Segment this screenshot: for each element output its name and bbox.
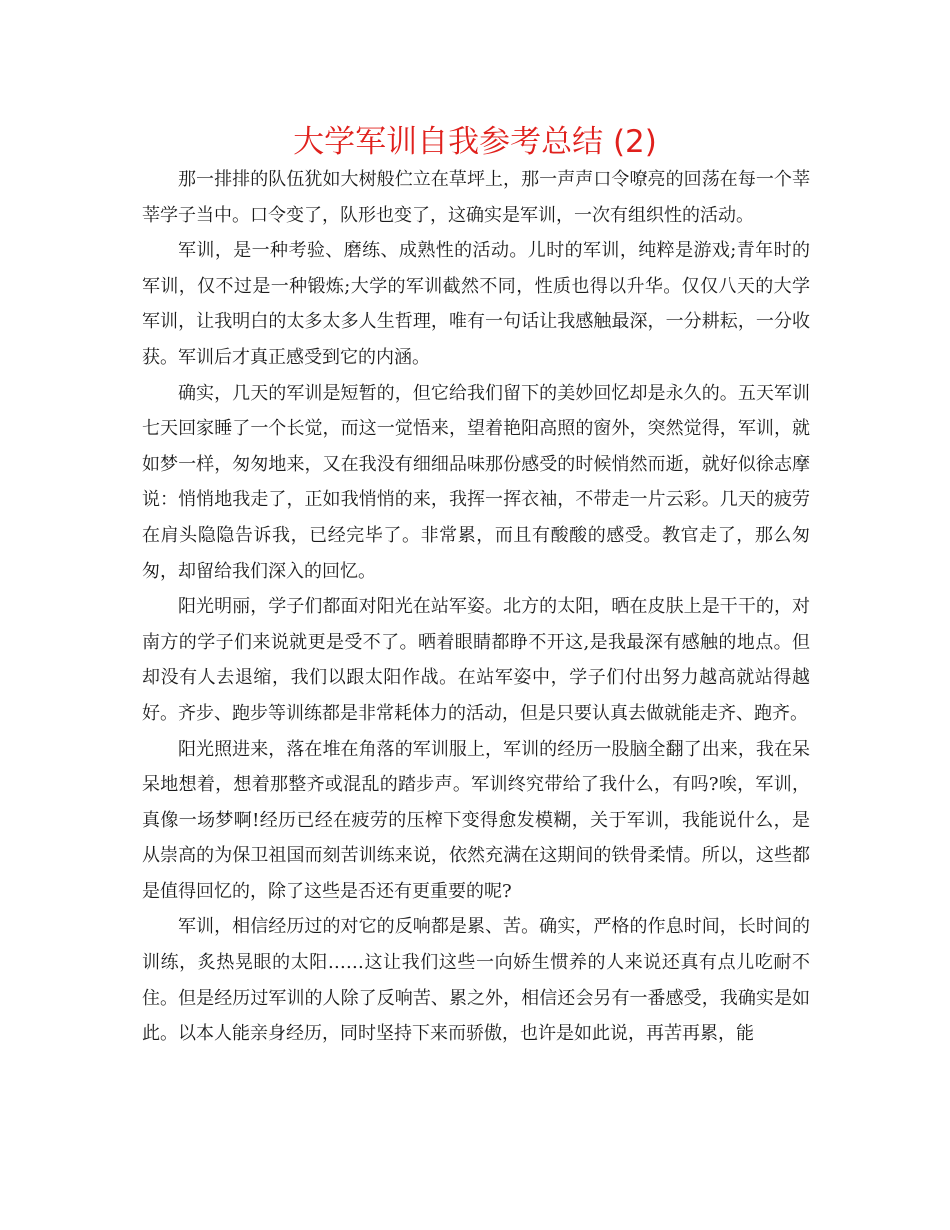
paragraph: 阳光照进来，落在堆在角落的军训服上，军训的经历一股脑全翻了出来，我在呆呆地想着，想着那整齐或混乱的踏步声。军训终究带给了我什么，有吗?唉，军训，真像一场梦啊!经历已经在疲劳的压榨下变得愈发模糊，关于军训，我能说什么，是从崇高的为保卫祖国而刻苦训练来说，依然充满在这期间的铁骨柔情。所以，这些都是值得回忆的，除了这些是否还有更重要的呢? [142,738,810,902]
paragraph: 确实，几天的军训是短暂的，但它给我们留下的美妙回忆却是永久的。五天军训七天回家睡了一个长觉，而这一觉悟来，望着艳阳高照的窗外，突然觉得，军训，就如梦一样，匆匆地来，又在我没有细细品味那份感受的时候悄然而逝，就好似徐志摩说：悄悄地我走了，正如我悄悄的来，我挥一挥衣袖，不带走一片云彩。几天的疲劳在肩头隐隐告诉我，已经完毕了。非常累，而且有酸酸的感受。教官走了，那么匆匆，却留给我们深入的回忆。 [142,382,810,582]
paragraph: 阳光明丽，学子们都面对阳光在站军姿。北方的太阳，晒在皮肤上是干干的，对南方的学子们来说就更是受不了。晒着眼睛都睁不开这,是我最深有感触的地点。但却没有人去退缩，我们以跟太阳作战。在站军姿中，学子们付出努力越高就站得越好。齐步、跑步等训练都是非常耗体力的活动，但是只要认真去做就能走齐、跑齐。 [142,596,810,724]
paragraph: 那一排排的队伍犹如大树般伫立在草坪上，那一声声口令嘹亮的回荡在每一个莘莘学子当中。口令变了，队形也变了，这确实是军训，一次有组织性的活动。 [142,169,810,226]
paragraph: 军训，相信经历过的对它的反响都是累、苦。确实，严格的作息时间，长时间的训练，炙热晃眼的太阳……这让我们这些一向娇生惯养的人来说还真有点儿吃耐不住。但是经历过军训的人除了反响苦、累之外，相信还会另有一番感受，我确实是如此。以本人能亲身经历，同时坚持下来而骄傲，也许是如此说，再苦再累，能 [142,916,810,1045]
document-body [142,162,810,1052]
document-title: 大学军训自我参考总结 (2) [293,124,657,160]
paragraph: 军训，是一种考验、磨练、成熟性的活动。儿时的军训，纯粹是游戏;青年时的军训，仅不过是一种锻炼;大学的军训截然不同，性质也得以升华。仅仅八天的大学军训，让我明白的太多太多人生哲理，唯有一句话让我感触最深，一分耕耘，一分收获。军训后才真正感受到它的内涵。 [142,240,810,368]
